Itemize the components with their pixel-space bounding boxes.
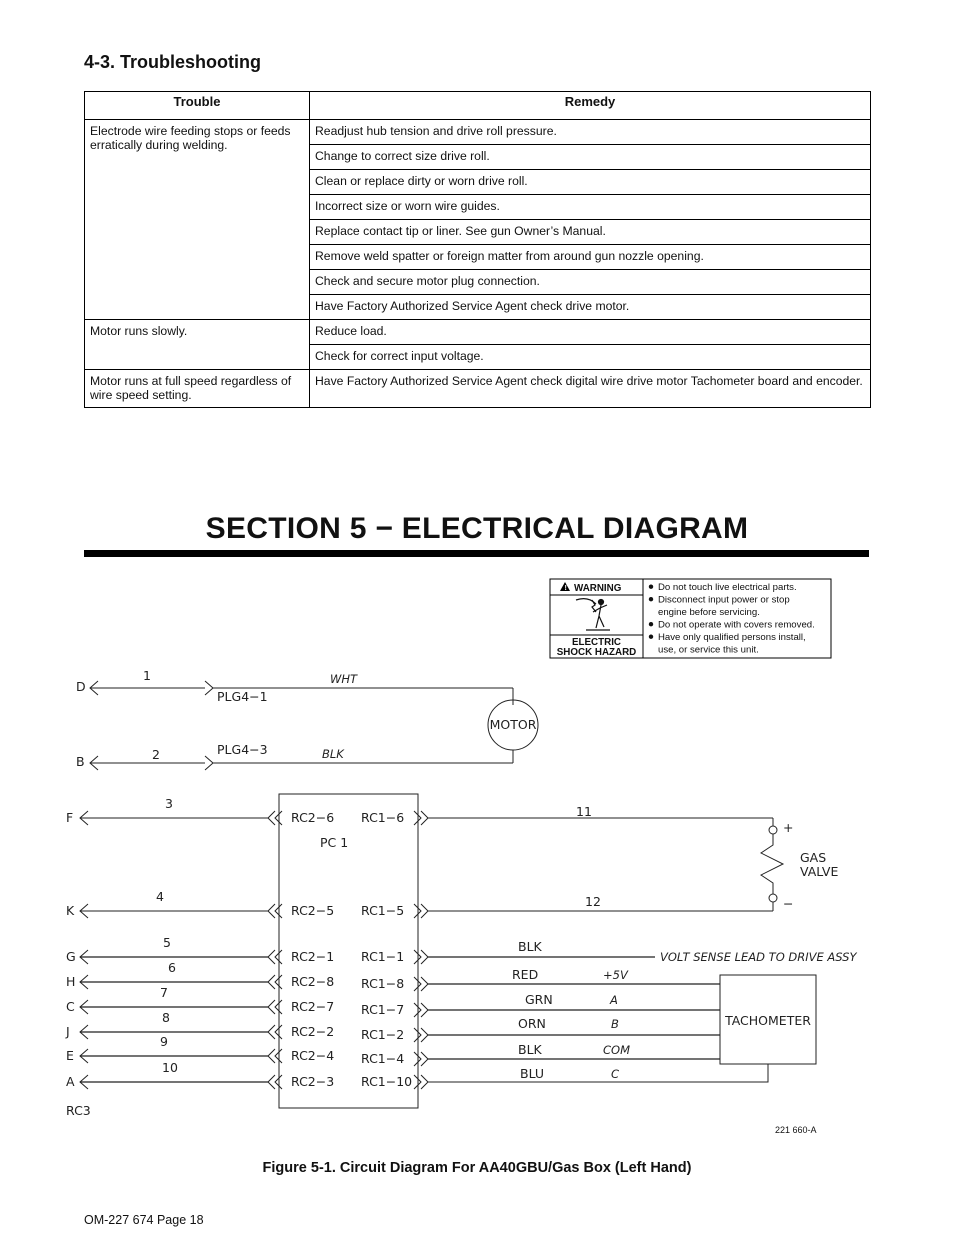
plug-label: PLG4−3 — [217, 742, 268, 757]
wire-label: BLK — [518, 939, 542, 954]
pin-label: RC1−2 — [361, 1027, 405, 1042]
warning-header: WARNING — [574, 583, 622, 594]
terminal-label: C — [66, 999, 75, 1014]
terminal-label: G — [66, 949, 76, 964]
pin-label: RC1−8 — [361, 976, 405, 991]
bullet-icon — [649, 622, 653, 626]
wire-number: 1 — [143, 668, 151, 683]
wire-number: 3 — [165, 796, 173, 811]
connector-icon — [268, 1075, 282, 1089]
signal-label: +5V — [603, 968, 628, 982]
circuit-diagram — [0, 560, 954, 1120]
pc-board-label: PC 1 — [320, 835, 349, 850]
section-title: SECTION 5 − ELECTRICAL DIAGRAM — [205, 512, 749, 545]
remedy-cell: Readjust hub tension and drive roll pressure. — [310, 120, 871, 145]
plug-label: PLG4−1 — [217, 689, 268, 704]
wire-label: BLU — [520, 1066, 545, 1081]
warning-bullet-text: Do not operate with covers removed. — [658, 619, 815, 631]
wire-number: 10 — [162, 1060, 178, 1075]
connector-icon — [414, 1052, 428, 1066]
figure-caption: Figure 5-1. Circuit Diagram For AA40GBU/Gas Box (Left Hand) — [262, 1160, 692, 1176]
volt-sense-label: VOLT SENSE LEAD TO DRIVE ASSY — [660, 950, 857, 964]
pin-label: RC2−8 — [291, 974, 335, 989]
connector-icon — [414, 977, 428, 991]
table-row — [85, 370, 871, 408]
terminal-label: F — [66, 810, 74, 825]
signal-label: B — [611, 1017, 619, 1031]
remedy-cell: Change to correct size drive roll. — [310, 145, 871, 170]
warning-label — [550, 579, 831, 658]
terminal-label: A — [66, 1074, 75, 1089]
gas-valve-plus: + — [783, 820, 794, 835]
trouble-cell: Electrode wire feeding stops or feeds erratically during welding. — [85, 120, 310, 320]
pin-label: RC1−4 — [361, 1051, 405, 1066]
remedy-cell: Have Factory Authorized Service Agent check drive motor. — [310, 295, 871, 320]
warning-bullet-text: Have only qualified persons install, — [658, 632, 806, 643]
wire-number: 8 — [162, 1010, 170, 1025]
table-header-row — [85, 92, 871, 120]
section-divider — [84, 550, 869, 557]
wire-color-label: BLK — [322, 747, 344, 761]
remedy-cell: Remove weld spatter or foreign matter from around gun nozzle opening. — [310, 245, 871, 270]
pin-label: RC2−5 — [291, 903, 335, 918]
remedy-cell: Incorrect size or worn wire guides. — [310, 195, 871, 220]
bullet-icon — [649, 635, 653, 639]
wire-label: RED — [512, 967, 539, 982]
hazard-label-line1: ELECTRIC — [572, 637, 621, 648]
troubleshooting-table — [84, 91, 871, 408]
pin-label: RC2−1 — [291, 949, 335, 964]
page-footer: OM-227 674 Page 18 — [84, 1213, 204, 1227]
terminal-label: E — [66, 1048, 74, 1063]
connector-icon — [268, 1025, 282, 1039]
warning-bullet-text: engine before servicing. — [658, 607, 760, 618]
terminal-label: D — [76, 679, 86, 694]
trouble-column-header: Trouble — [85, 92, 310, 120]
bullet-icon — [649, 597, 653, 601]
pin-label: RC2−2 — [291, 1024, 335, 1039]
wire-label: ORN — [518, 1016, 546, 1031]
connector-icon — [268, 1049, 282, 1063]
warning-bullet-text: use, or service this unit. — [658, 644, 759, 656]
connector-icon — [268, 811, 282, 825]
pin-label: RC1−1 — [361, 949, 405, 964]
pin-label: RC2−7 — [291, 999, 335, 1014]
terminal-label: B — [76, 754, 85, 769]
connector-icon — [268, 975, 282, 989]
pin-label: RC1−6 — [361, 810, 405, 825]
gas-valve-label-1: GAS — [800, 850, 827, 865]
trouble-cell: Motor runs at full speed regardless of wire speed setting. — [85, 370, 310, 408]
wire-label: 11 — [576, 804, 592, 819]
table-row — [85, 120, 871, 145]
wire-number: 2 — [152, 747, 160, 762]
troubleshooting-heading: 4-3. Troubleshooting — [84, 52, 262, 72]
wire-number: 7 — [160, 985, 168, 1000]
warning-bullet-text: Disconnect input power or stop — [658, 594, 790, 606]
pin-label: RC2−3 — [291, 1074, 335, 1089]
warning-bullet-text: Do not touch live electrical parts. — [658, 582, 797, 593]
wire-label: BLK — [518, 1042, 542, 1057]
connector-icon — [414, 904, 428, 918]
rc3-label: RC3 — [66, 1103, 91, 1118]
gas-valve — [428, 818, 783, 911]
pin-label: RC2−4 — [291, 1048, 335, 1063]
diagram-code: 221 660-A — [775, 1125, 817, 1135]
remedy-cell: Reduce load. — [310, 320, 871, 345]
table-row — [85, 320, 871, 345]
wire-number: 5 — [163, 935, 171, 950]
connector-icon — [414, 811, 428, 825]
remedy-cell: Check and secure motor plug connection. — [310, 270, 871, 295]
wire-label: 12 — [585, 894, 601, 909]
pin-label: RC1−10 — [361, 1074, 413, 1089]
connector-icon — [268, 1000, 282, 1014]
motor-label: MOTOR — [489, 717, 537, 732]
wire-color-label: WHT — [330, 672, 358, 686]
remedy-column-header: Remedy — [310, 92, 871, 120]
remedy-cell: Check for correct input voltage. — [310, 345, 871, 370]
tachometer-label: TACHOMETER — [725, 1013, 811, 1028]
pin-label: RC1−5 — [361, 903, 405, 918]
wire-label: GRN — [525, 992, 553, 1007]
gas-valve-label-2: VALVE — [800, 864, 839, 879]
bullet-icon — [649, 585, 653, 589]
remedy-cell: Have Factory Authorized Service Agent check digital wire drive motor Tachometer board and encoder. — [310, 370, 871, 408]
remedy-cell: Clean or replace dirty or worn drive roll. — [310, 170, 871, 195]
pin-label: RC1−7 — [361, 1002, 405, 1017]
connector-icon — [414, 1075, 428, 1089]
trouble-cell: Motor runs slowly. — [85, 320, 310, 370]
terminal-label: K — [66, 903, 75, 918]
remedy-cell: Replace contact tip or liner. See gun Owner’s Manual. — [310, 220, 871, 245]
signal-label: A — [610, 993, 618, 1007]
pin-label: RC2−6 — [291, 810, 335, 825]
connector-icon — [414, 1003, 428, 1017]
wire-number: 9 — [160, 1034, 168, 1049]
terminal-label: H — [66, 974, 76, 989]
electric-shock-icon — [576, 599, 610, 630]
signal-label: C — [611, 1067, 620, 1081]
wire-number: 4 — [156, 889, 164, 904]
terminal-label: J — [66, 1024, 70, 1039]
connector-icon — [268, 904, 282, 918]
svg-text:!: ! — [564, 585, 567, 592]
hazard-label-line2: SHOCK HAZARD — [556, 647, 637, 658]
connector-icon — [414, 1028, 428, 1042]
gas-valve-minus: − — [783, 896, 794, 911]
signal-label: COM — [603, 1043, 631, 1057]
wire-number: 6 — [168, 960, 176, 975]
connector-icon — [268, 950, 282, 964]
connector-icon — [414, 950, 428, 964]
